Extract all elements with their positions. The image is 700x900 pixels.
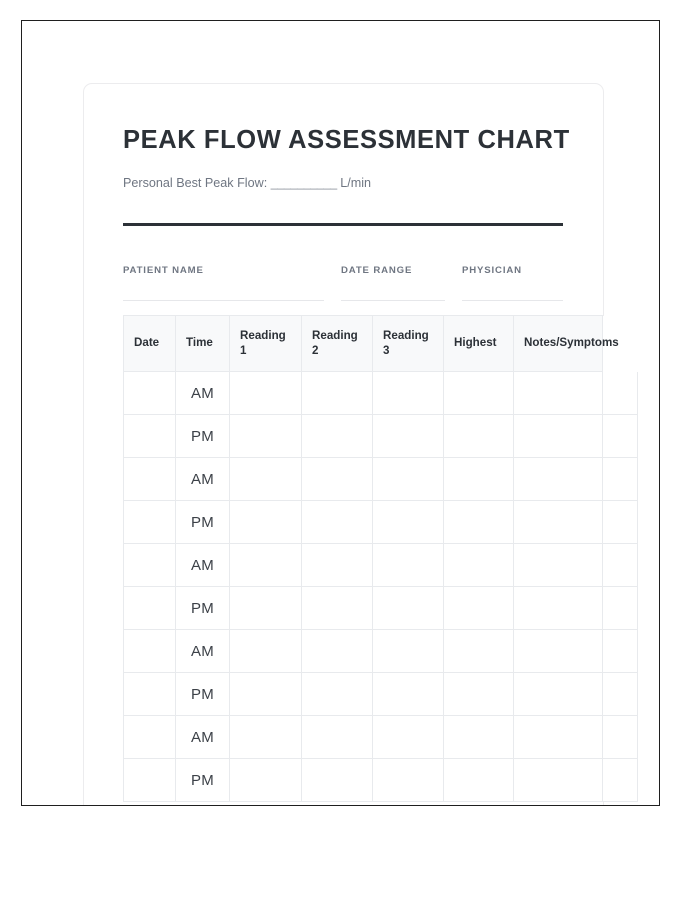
cell-time[interactable]: PM	[176, 415, 230, 458]
cell-reading-2[interactable]	[302, 759, 373, 802]
table-header	[124, 316, 638, 372]
table-row	[124, 759, 638, 802]
cell-date[interactable]	[124, 415, 176, 458]
cell-notes[interactable]	[514, 544, 603, 587]
cell-time[interactable]: PM	[176, 673, 230, 716]
cell-reading-3[interactable]	[373, 630, 444, 673]
column-header-reading-1: Reading 1	[230, 316, 302, 372]
cell-extra[interactable]	[603, 544, 638, 587]
personal-best-unit: L/min	[340, 176, 372, 190]
cell-reading-3[interactable]	[373, 415, 444, 458]
cell-reading-3[interactable]	[373, 458, 444, 501]
cell-notes[interactable]	[514, 415, 603, 458]
cell-notes[interactable]	[514, 587, 603, 630]
table-row	[124, 372, 638, 415]
cell-reading-2[interactable]	[302, 673, 373, 716]
column-header-highest: Highest	[444, 316, 514, 372]
cell-highest[interactable]	[444, 544, 514, 587]
cell-date[interactable]	[124, 587, 176, 630]
table-row	[124, 415, 638, 458]
date-range-underline	[341, 300, 445, 301]
cell-reading-1[interactable]	[230, 759, 302, 802]
column-header-date: Date	[124, 316, 176, 372]
cell-date[interactable]	[124, 544, 176, 587]
table-row	[124, 544, 638, 587]
table-row	[124, 630, 638, 673]
cell-reading-3[interactable]	[373, 372, 444, 415]
cell-extra[interactable]	[603, 673, 638, 716]
cell-time[interactable]: PM	[176, 587, 230, 630]
cell-highest[interactable]	[444, 759, 514, 802]
cell-reading-2[interactable]	[302, 544, 373, 587]
patient-name-field[interactable]	[123, 265, 324, 301]
table-row	[124, 501, 638, 544]
peak-flow-table-wrapper	[123, 315, 637, 802]
cell-date[interactable]	[124, 458, 176, 501]
patient-name-underline	[123, 300, 324, 301]
column-header-time: Time	[176, 316, 230, 372]
patient-name-label: PATIENT NAME	[123, 265, 204, 276]
cell-date[interactable]	[124, 630, 176, 673]
cell-date[interactable]	[124, 372, 176, 415]
cell-extra[interactable]	[603, 458, 638, 501]
cell-reading-1[interactable]	[230, 587, 302, 630]
cell-reading-3[interactable]	[373, 716, 444, 759]
cell-extra[interactable]	[603, 630, 638, 673]
cell-highest[interactable]	[444, 501, 514, 544]
cell-reading-1[interactable]	[230, 630, 302, 673]
cell-reading-1[interactable]	[230, 415, 302, 458]
title-divider	[123, 223, 563, 226]
cell-date[interactable]	[124, 759, 176, 802]
cell-extra[interactable]	[603, 716, 638, 759]
cell-reading-2[interactable]	[302, 587, 373, 630]
cell-reading-2[interactable]	[302, 372, 373, 415]
cell-reading-1[interactable]	[230, 458, 302, 501]
cell-date[interactable]	[124, 716, 176, 759]
cell-notes[interactable]	[514, 458, 603, 501]
cell-time[interactable]: PM	[176, 759, 230, 802]
document-card	[83, 83, 619, 806]
meta-fields-row	[123, 265, 563, 301]
column-header-reading-3: Reading 3	[373, 316, 444, 372]
page-title: PEAK FLOW ASSESSMENT CHART	[123, 126, 570, 154]
cell-time[interactable]: AM	[176, 544, 230, 587]
personal-best-label: Personal Best Peak Flow:	[123, 176, 268, 190]
cell-time[interactable]: AM	[176, 630, 230, 673]
cell-highest[interactable]	[444, 630, 514, 673]
cell-reading-3[interactable]	[373, 587, 444, 630]
cell-extra[interactable]	[603, 587, 638, 630]
cell-highest[interactable]	[444, 587, 514, 630]
cell-notes[interactable]	[514, 716, 603, 759]
table-row	[124, 673, 638, 716]
date-range-field[interactable]	[341, 265, 445, 301]
cell-highest[interactable]	[444, 415, 514, 458]
cell-notes[interactable]	[514, 372, 603, 415]
cell-reading-1[interactable]	[230, 501, 302, 544]
cell-highest[interactable]	[444, 673, 514, 716]
personal-best-blank[interactable]: __________	[270, 176, 337, 190]
cell-reading-2[interactable]	[302, 716, 373, 759]
table-row	[124, 587, 638, 630]
peak-flow-table	[123, 315, 638, 802]
column-header-reading-2: Reading 2	[302, 316, 373, 372]
cell-reading-2[interactable]	[302, 415, 373, 458]
cell-notes[interactable]	[514, 759, 603, 802]
cell-reading-1[interactable]	[230, 372, 302, 415]
cell-time[interactable]: AM	[176, 458, 230, 501]
cell-date[interactable]	[124, 673, 176, 716]
cell-time[interactable]: PM	[176, 501, 230, 544]
physician-field[interactable]	[462, 265, 563, 301]
table-row	[124, 716, 638, 759]
cell-reading-1[interactable]	[230, 673, 302, 716]
cell-date[interactable]	[124, 501, 176, 544]
column-header-notes: Notes/Symptoms	[514, 316, 603, 372]
cell-notes[interactable]	[514, 673, 603, 716]
personal-best-line	[123, 176, 371, 190]
cell-extra[interactable]	[603, 415, 638, 458]
cell-reading-2[interactable]	[302, 630, 373, 673]
cell-notes[interactable]	[514, 630, 603, 673]
table-body	[124, 372, 638, 802]
cell-reading-2[interactable]	[302, 458, 373, 501]
printable-page	[21, 20, 660, 806]
date-range-label: DATE RANGE	[341, 265, 413, 276]
physician-label: PHYSICIAN	[462, 265, 522, 276]
physician-underline	[462, 300, 563, 301]
cell-extra[interactable]	[603, 759, 638, 802]
table-row	[124, 458, 638, 501]
cell-time[interactable]: AM	[176, 372, 230, 415]
cell-reading-1[interactable]	[230, 544, 302, 587]
cell-reading-1[interactable]	[230, 716, 302, 759]
cell-highest[interactable]	[444, 716, 514, 759]
cell-reading-2[interactable]	[302, 501, 373, 544]
cell-time[interactable]: AM	[176, 716, 230, 759]
cell-highest[interactable]	[444, 372, 514, 415]
cell-notes[interactable]	[514, 501, 603, 544]
cell-reading-3[interactable]	[373, 673, 444, 716]
cell-extra[interactable]	[603, 372, 638, 415]
cell-extra[interactable]	[603, 501, 638, 544]
cell-reading-3[interactable]	[373, 759, 444, 802]
cell-highest[interactable]	[444, 458, 514, 501]
cell-reading-3[interactable]	[373, 501, 444, 544]
cell-reading-3[interactable]	[373, 544, 444, 587]
table-header-row	[124, 316, 638, 372]
